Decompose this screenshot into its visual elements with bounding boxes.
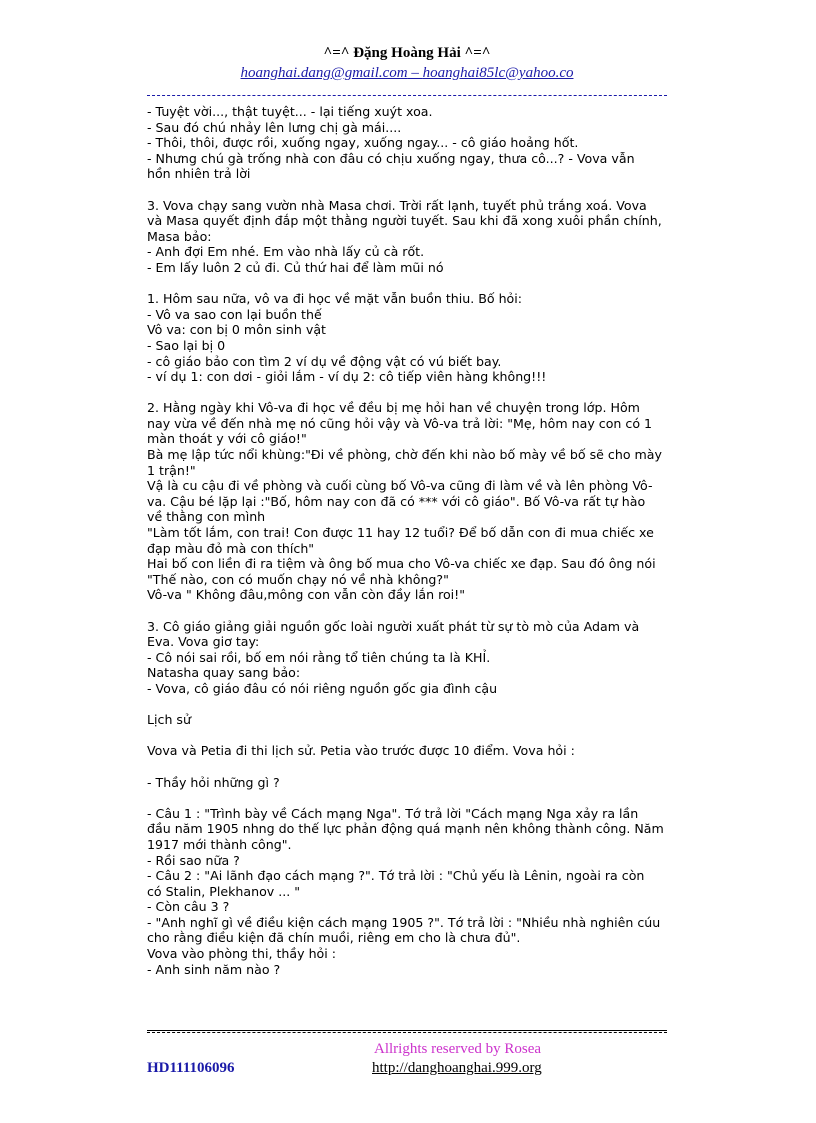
text-line: 3. Cô giáo giảng giải nguồn gốc loài người xuất phát từ sự tò mò của Adam và: [147, 618, 640, 634]
document-body: [147, 104, 677, 977]
text-line: - "Anh nghĩ gì về điều kiện cách mạng 1905 ?". Tớ trả lời : "Nhiều nhà nghiên cúu: [147, 914, 661, 930]
blank-line: [147, 728, 677, 744]
text-line: 1. Hôm sau nữa, vô va đi học về mặt vẫn buồn thiu. Bố hỏi:: [147, 291, 522, 307]
text-line: 1917 mới thành công".: [147, 836, 292, 852]
text-line: hồn nhiên trả lời: [147, 166, 251, 182]
text-line: Vậ là cu cậu đi về phòng và cuối cùng bố Vô-va cũng đi làm về và lên phòng Vô-: [147, 478, 653, 494]
author-title: ^=^ Đặng Hoàng Hải ^=^: [323, 45, 491, 61]
page-header: [147, 44, 667, 82]
text-line: va. Cậu bé lặp lại :"Bố, hôm nay con đã có *** với cô giáo". Bố Vô-va rất tự hào: [147, 493, 646, 509]
text-line: Vô va: con bị 0 môn sinh vật: [147, 322, 326, 338]
blank-line: [147, 182, 677, 198]
text-line: - ví dụ 1: con dơi - giỏi lắm - ví dụ 2: cô tiếp viên hàng không!!!: [147, 369, 547, 385]
text-line: Lịch sử: [147, 712, 191, 728]
footer-doc-id: HD111106096: [147, 1060, 235, 1076]
text-line: "Làm tốt lắm, con trai! Con được 11 hay 12 tuổi? Để bố dẫn con đi mua chiếc xe: [147, 525, 654, 541]
text-line: - Anh sinh năm nào ?: [147, 961, 281, 977]
text-line: Bà mẹ lập tức nổi khùng:"Đi về phòng, chờ đến khi nào bố mày về bố sẽ cho mày: [147, 447, 662, 463]
text-line: Vô-va " Không đâu,mông con vẫn còn đầy lắn roi!": [147, 587, 466, 603]
text-line: - Còn câu 3 ?: [147, 899, 230, 915]
text-line: Masa bảo:: [147, 228, 212, 244]
text-line: Vova và Petia đi thi lịch sử. Petia vào trước được 10 điểm. Vova hỏi :: [147, 743, 575, 759]
text-line: - cô giáo bảo con tìm 2 ví dụ về động vật có vú biết bay.: [147, 353, 502, 369]
blank-line: [147, 790, 677, 806]
text-line: - Sao lại bị 0: [147, 337, 226, 353]
blank-line: [147, 697, 677, 713]
text-line: - Nhưng chú gà trống nhà con đâu có chịu xuống ngay, thưa cô...? - Vova vẫn: [147, 150, 635, 166]
text-line: - Anh đợi Em nhé. Em vào nhà lấy củ cà rốt.: [147, 244, 425, 260]
text-line: - Thôi, thôi, được rồi, xuống ngay, xuống ngay... - cô giáo hoảng hốt.: [147, 135, 579, 151]
text-line: đầu năm 1905 nhng do thế lực phản động quá mạnh nên không thành công. Năm: [147, 821, 664, 837]
text-line: - Vova, cô giáo đâu có nói riêng nguồn gốc gia đình cậu: [147, 680, 498, 696]
text-line: và Masa quyết định đắp một thằng người tuyết. Sau khi đã xong xuôi phần chính,: [147, 213, 662, 229]
text-line: 2. Hằng ngày khi Vô-va đi học về đều bị mẹ hỏi han về chuyện trong lớp. Hôm: [147, 400, 640, 416]
text-line: - Sau đó chú nhảy lên lưng chị gà mái....: [147, 119, 402, 135]
text-line: - Tuyệt vời..., thật tuyệt... - lại tiếng xuýt xoa.: [147, 104, 433, 119]
email-link-yahoo[interactable]: hoanghai85lc@yahoo.co: [422, 65, 574, 81]
email-separator: –: [407, 65, 423, 81]
text-line: đạp màu đỏ mà con thích": [147, 540, 315, 556]
text-line: 1 trận!": [147, 462, 196, 478]
footer-rights: Allrights reserved by Rosea: [374, 1041, 542, 1057]
text-line: nay vừa về đến nhà mẹ nó cũng hỏi vậy và Vô-va trả lời: "Mẹ, hôm nay con có 1: [147, 415, 653, 431]
text-line: màn thoát y với cô giáo!": [147, 431, 307, 447]
text-line: - Em lấy luôn 2 củ đi. Củ thứ hai để làm mũi nó: [147, 259, 444, 275]
text-line: - Thầy hỏi những gì ?: [147, 774, 280, 790]
text-line: - Câu 2 : "Ai lãnh đạo cách mạng ?". Tớ trả lời : "Chủ yếu là Lênin, ngoài ra còn: [147, 868, 645, 884]
text-line: Vova vào phòng thi, thầy hỏi :: [147, 946, 337, 962]
text-line: về thằng con mình: [147, 509, 266, 525]
email-link-gmail[interactable]: hoanghai.dang@gmail.com: [240, 65, 408, 81]
text-line: - Rồi sao nữa ?: [147, 852, 240, 868]
text-line: 3. Vova chạy sang vườn nhà Masa chơi. Trời rất lạnh, tuyết phủ trắng xoá. Vova: [147, 197, 647, 213]
text-line: - Vô va sao con lại buồn thế: [147, 306, 322, 322]
text-line: - Cô nói sai rồi, bố em nói rằng tổ tiên chúng ta là KHỈ.: [147, 649, 491, 665]
text-line: cho rằng điều kiện đã chín muồi, riêng em cho là chưa đủ".: [147, 930, 521, 946]
blank-line: [147, 276, 677, 292]
footer-url-link[interactable]: http://danghoanghai.999.org: [372, 1060, 542, 1076]
footer-divider: [147, 1030, 667, 1031]
header-divider: [147, 95, 667, 96]
text-line: Natasha quay sang bảo:: [147, 665, 301, 681]
text-line: Eva. Vova giơ tay:: [147, 634, 260, 650]
blank-line: [147, 385, 677, 401]
blank-line: [147, 603, 677, 619]
text-line: "Thế nào, con có muốn chạy nó về nhà không?": [147, 571, 449, 587]
footer-divider-dashed: [147, 1032, 667, 1033]
author-emails: [147, 64, 667, 82]
text-line: Hai bố con liền đi ra tiệm và ông bố mua cho Vô-va chiếc xe đạp. Sau đó ông nói: [147, 556, 656, 572]
text-line: có Stalin, Plekhanov ... ": [147, 883, 301, 899]
text-line: - Câu 1 : "Trình bày về Cách mạng Nga". Tớ trả lời "Cách mạng Nga xảy ra lần: [147, 805, 639, 821]
blank-line: [147, 759, 677, 775]
